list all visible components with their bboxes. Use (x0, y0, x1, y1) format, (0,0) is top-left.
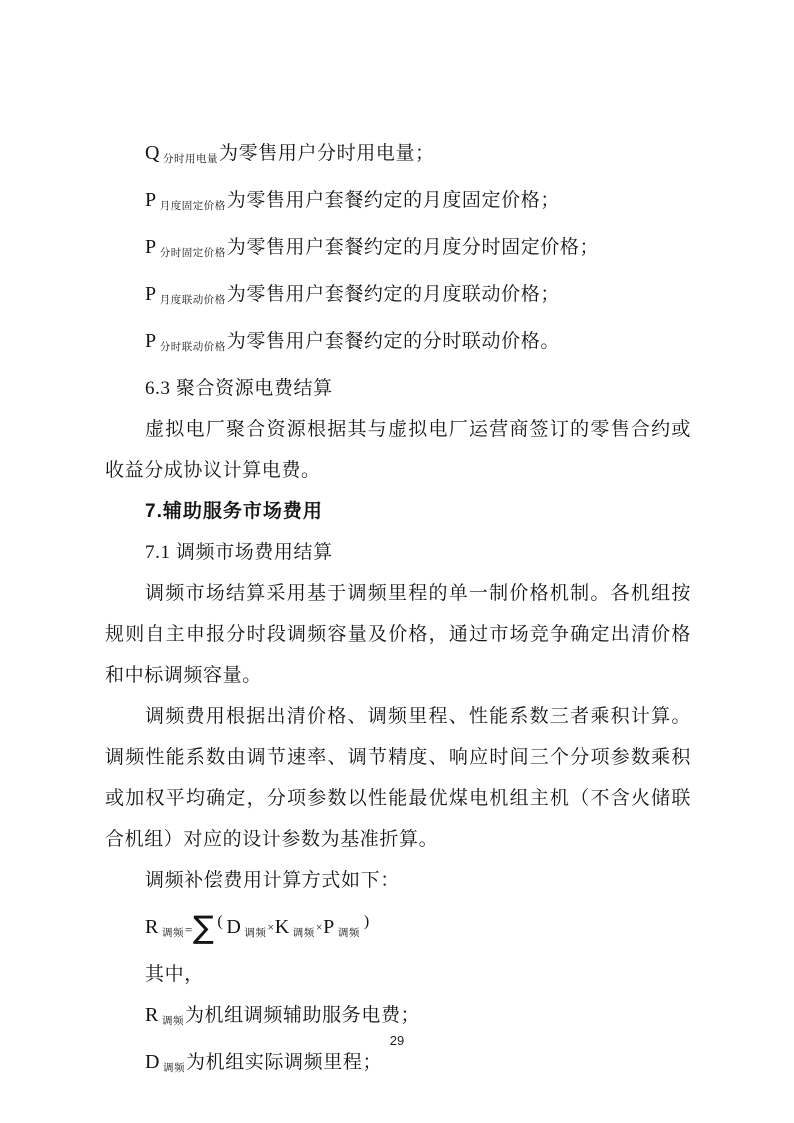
symbol-r: R (145, 1004, 159, 1026)
close-paren: ) (363, 913, 370, 930)
definition-text: 为零售用户分时用电量； (219, 143, 435, 164)
page-number: 29 (389, 1033, 405, 1048)
symbol-p: P (145, 236, 157, 258)
formula-intro: 调频补偿费用计算方式如下： (145, 870, 400, 891)
document-body (105, 133, 691, 1089)
definition-text: 为零售用户套餐约定的月度联动价格； (226, 284, 560, 305)
definition-line-d-freq (105, 1042, 691, 1089)
open-paren: ( (217, 913, 224, 930)
symbol-p: P (145, 283, 157, 305)
definition-text: 为机组实际调频里程； (186, 1052, 383, 1073)
formula-term-p: P (323, 916, 335, 938)
heading-6-3: 6.3 聚合资源电费结算 (145, 378, 333, 399)
heading-7: 7.辅助服务市场费用 (145, 501, 323, 522)
definition-line-p-monthly-linked (105, 274, 691, 321)
formula-term-k-subscript: 调频 (292, 928, 315, 939)
paragraph-7-1-a: 调频市场结算采用基于调频里程的单一制价格机制。各机组按规则自主申报分时段调频容量及价格，通过市场竞争确定出清价格和中标调频容量。 (105, 583, 691, 686)
definition-text: 为零售用户套餐约定的分时联动价格。 (226, 331, 560, 352)
definition-line-q-tou (105, 133, 691, 180)
formula-lhs-symbol: R (145, 916, 159, 938)
times-sign: × (315, 920, 324, 934)
times-sign: × (267, 920, 275, 934)
definition-line-p-tou-linked (105, 321, 691, 368)
heading-7-1: 7.1 调频市场费用结算 (145, 542, 333, 563)
definition-line-p-monthly-fixed (105, 180, 691, 227)
symbol-q: Q (145, 142, 161, 164)
where-label: 其中， (145, 964, 204, 985)
subscript: 调频 (163, 1063, 186, 1074)
formula-term-p-subscript: 调频 (337, 928, 360, 939)
symbol-d: D (145, 1051, 161, 1073)
definition-text: 为机组调频辅助服务电费； (184, 1005, 421, 1026)
formula-lhs-subscript: 调频 (161, 928, 184, 939)
paragraph-7-1-b: 调频费用根据出清价格、调频里程、性能系数三者乘积计算。调频性能系数由调节速率、调节精度、响应时间三个分项参数乘积或加权平均确定，分项参数以性能最优煤电机组主机（不含火储联合机组）对应的设计参数为基准折算。 (105, 706, 691, 850)
formula-term-k: K (274, 916, 290, 938)
sigma-symbol: ∑ (192, 910, 215, 946)
subscript: 月度联动价格 (159, 295, 226, 306)
subscript: 分时固定价格 (159, 248, 226, 259)
equals-sign: = (184, 922, 193, 937)
subscript: 月度固定价格 (159, 201, 226, 212)
symbol-p: P (145, 189, 157, 211)
paragraph-6-3: 虚拟电厂聚合资源根据其与虚拟电厂运营商签订的零售合约或收益分成协议计算电费。 (105, 419, 691, 481)
definition-text: 为零售用户套餐约定的月度固定价格； (226, 190, 560, 211)
subscript: 分时联动价格 (159, 342, 226, 353)
formula-term-d: D (226, 916, 242, 938)
definition-text: 为零售用户套餐约定的月度分时固定价格； (226, 237, 600, 258)
formula-term-d-subscript: 调频 (244, 928, 267, 939)
subscript: 分时用电量 (163, 154, 219, 165)
formula-line (105, 901, 691, 954)
definition-line-p-tou-fixed (105, 227, 691, 274)
symbol-p: P (145, 330, 157, 352)
subscript: 调频 (161, 1016, 184, 1027)
